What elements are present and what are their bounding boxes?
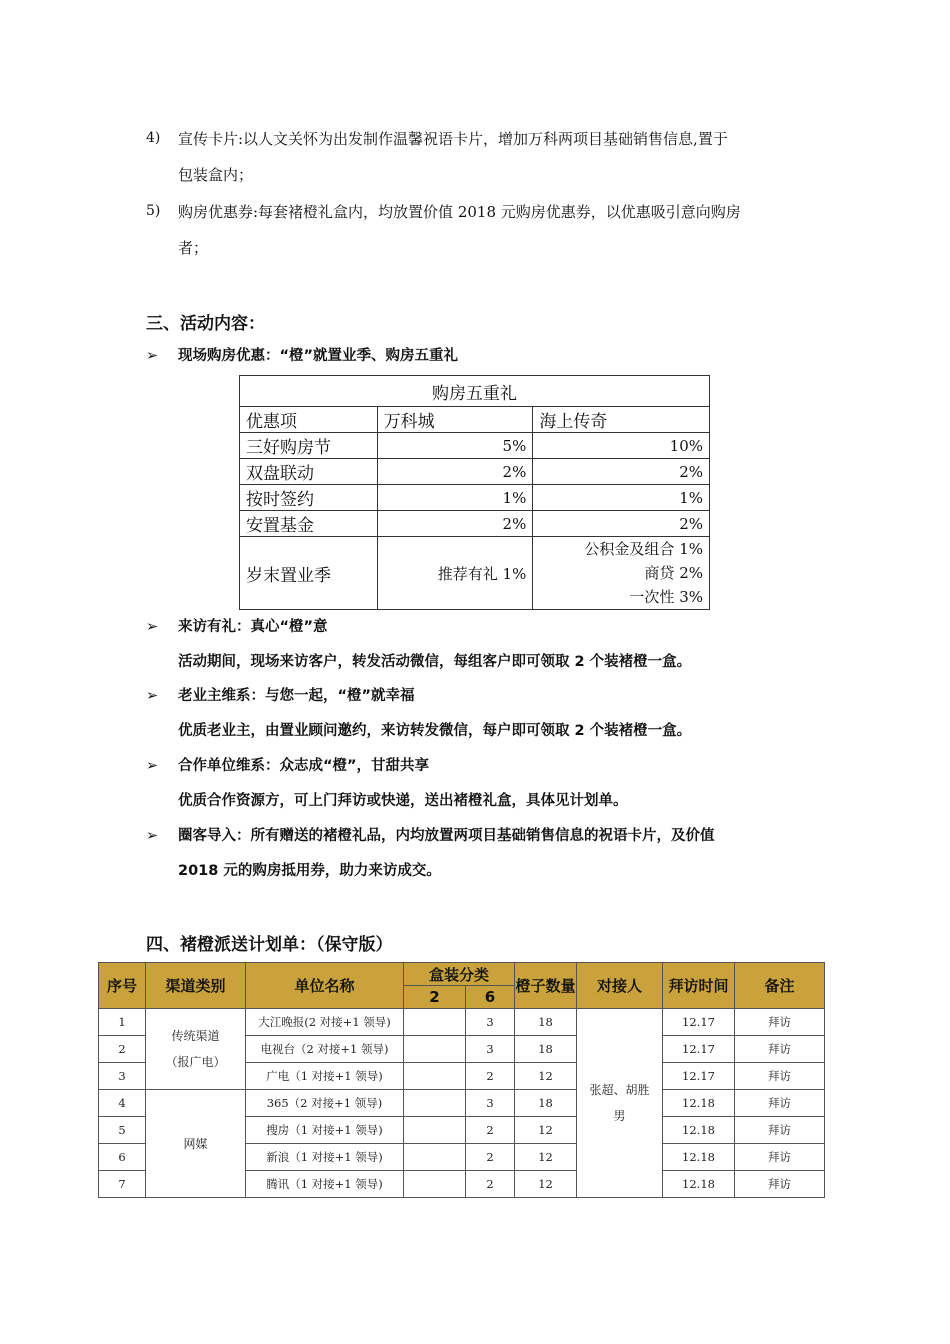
cell-unit: 大江晚报(2 对接+1 领导) (246, 1009, 404, 1036)
cell-line: 公积金及组合 1% (584, 540, 703, 558)
cell-seq: 2 (99, 1036, 146, 1063)
column-header: 海上传奇 (533, 407, 710, 433)
cell-qty: 12 (515, 1144, 577, 1171)
cell-box2 (404, 1063, 466, 1090)
item-text-line: 者； (178, 239, 209, 257)
cell-unit: 腾讯（1 对接+1 领导) (246, 1171, 404, 1198)
contact-cell (577, 1009, 663, 1198)
item-text-line: 包装盒内； (178, 166, 254, 184)
cell-seq: 4 (99, 1090, 146, 1117)
cell-date: 12.18 (663, 1090, 735, 1117)
arrow-bullet-icon: ➢ (146, 828, 159, 844)
cell-box2 (404, 1036, 466, 1063)
bullet-body: 优质合作资源方，可上门拜访或快递，送出褚橙礼盒，具体见计划单。 (178, 793, 628, 809)
cell-value: 2% (533, 511, 710, 537)
cell-box2 (404, 1117, 466, 1144)
bullet-text: 老业主维系：与您一起，“橙”就幸福 (178, 688, 415, 704)
row-label: 岁末置业季 (240, 537, 378, 610)
bullet-body: 活动期间，现场来访客户，转发活动微信，每组客户即可领取 2 个装褚橙一盒。 (178, 654, 692, 670)
header-box-2: 2 (404, 986, 466, 1009)
contact-name-cont: 男 (613, 1109, 626, 1123)
section-heading-4: 四、褚橙派送计划单：（保守版） (146, 935, 393, 955)
item-number: 5) (146, 203, 161, 219)
bullet-body: 2018 元的购房抵用券，助力来访成交。 (178, 863, 441, 879)
cell-unit: 新浪（1 对接+1 领导) (246, 1144, 404, 1171)
bullet-body: 优质老业主，由置业顾问邀约，来访转发微信，每户即可领取 2 个装褚橙一盒。 (178, 723, 692, 739)
arrow-bullet-icon: ➢ (146, 758, 159, 774)
cell-value: 1% (377, 485, 533, 511)
bullet-item (146, 824, 715, 845)
cell-box6: 2 (466, 1063, 515, 1090)
cell-note: 拜访 (735, 1063, 825, 1090)
row-label: 按时签约 (240, 485, 378, 511)
cell-value: 1% (533, 485, 710, 511)
cell-date: 12.18 (663, 1171, 735, 1198)
header-box: 盒装分类 (404, 963, 515, 986)
section-heading-3: 三、活动内容： (146, 314, 265, 334)
table-row (240, 459, 710, 485)
cell-box2 (404, 1090, 466, 1117)
bullet-item (146, 684, 415, 705)
channel-group-web (146, 1090, 246, 1198)
table-row (99, 1009, 825, 1036)
cell-qty: 18 (515, 1036, 577, 1063)
cell-unit: 广电（1 对接+1 领导) (246, 1063, 404, 1090)
cell-box6: 3 (466, 1036, 515, 1063)
header-contact: 对接人 (577, 963, 663, 1009)
cell-seq: 7 (99, 1171, 146, 1198)
cell-note: 拜访 (735, 1009, 825, 1036)
cell-seq: 3 (99, 1063, 146, 1090)
cell-value: 10% (533, 433, 710, 459)
cell-note: 拜访 (735, 1036, 825, 1063)
table-row (240, 537, 710, 610)
header-note: 备注 (735, 963, 825, 1009)
arrow-bullet-icon: ➢ (146, 619, 159, 635)
row-label: 双盘联动 (240, 459, 378, 485)
contact-name: 张超、胡胜 (589, 1083, 650, 1097)
cell-qty: 12 (515, 1063, 577, 1090)
cell-note: 拜访 (735, 1090, 825, 1117)
table-row (240, 511, 710, 537)
header-seq: 序号 (99, 963, 146, 1009)
cell-qty: 18 (515, 1090, 577, 1117)
row-label: 三好购房节 (240, 433, 378, 459)
channel-group-traditional (146, 1009, 246, 1090)
bullet-text: 现场购房优惠：“橙”就置业季、购房五重礼 (178, 348, 459, 364)
cell-box6: 2 (466, 1117, 515, 1144)
arrow-bullet-icon: ➢ (146, 348, 159, 364)
cell-box2 (404, 1171, 466, 1198)
item-number: 4) (146, 130, 161, 146)
cell-unit: 搜房（1 对接+1 领导) (246, 1117, 404, 1144)
arrow-bullet-icon: ➢ (146, 688, 159, 704)
cell-unit: 365（2 对接+1 领导) (246, 1090, 404, 1117)
header-unit: 单位名称 (246, 963, 404, 1009)
cell-date: 12.17 (663, 1036, 735, 1063)
bullet-text: 合作单位维系：众志成“橙”，甘甜共享 (178, 758, 430, 774)
column-header: 万科城 (377, 407, 533, 433)
group-name: 传统渠道 (171, 1029, 220, 1043)
cell-date: 12.17 (663, 1009, 735, 1036)
cell-note: 拜访 (735, 1144, 825, 1171)
cell-box6: 3 (466, 1090, 515, 1117)
cell-date: 12.17 (663, 1063, 735, 1090)
cell-value: 5% (377, 433, 533, 459)
cell-value: 推荐有礼 1% (377, 537, 533, 610)
bullet-item (146, 754, 429, 775)
bullet-text: 来访有礼：真心“橙”意 (178, 619, 328, 635)
discount-table (239, 375, 710, 610)
item-text-line: 购房优惠券:每套褚橙礼盒内，均放置价值 2018 元购房优惠券，以优惠吸引意向购房 (178, 203, 741, 221)
cell-qty: 12 (515, 1171, 577, 1198)
header-visit: 拜访时间 (663, 963, 735, 1009)
cell-seq: 6 (99, 1144, 146, 1171)
cell-seq: 5 (99, 1117, 146, 1144)
group-name-sub: （报广电） (165, 1055, 226, 1069)
column-header: 优惠项 (240, 407, 378, 433)
cell-value: 2% (377, 459, 533, 485)
cell-qty: 18 (515, 1009, 577, 1036)
header-qty: 橙子数量 (515, 963, 577, 1009)
cell-box2 (404, 1009, 466, 1036)
cell-note: 拜访 (735, 1171, 825, 1198)
bullet-item (146, 615, 328, 636)
item-text-line: 宣传卡片:以人文关怀为出发制作温馨祝语卡片，增加万科两项目基础销售信息,置于 (178, 130, 728, 148)
cell-value-multi (533, 537, 710, 610)
cell-note: 拜访 (735, 1117, 825, 1144)
cell-value: 2% (377, 511, 533, 537)
cell-box2 (404, 1144, 466, 1171)
bullet-item (146, 344, 458, 365)
header-channel: 渠道类别 (146, 963, 246, 1009)
table-row (240, 485, 710, 511)
table-title: 购房五重礼 (240, 376, 710, 407)
cell-date: 12.18 (663, 1144, 735, 1171)
table-row (240, 433, 710, 459)
group-name: 网媒 (183, 1136, 208, 1151)
cell-value: 2% (533, 459, 710, 485)
table-row (99, 1090, 825, 1117)
cell-box6: 2 (466, 1171, 515, 1198)
cell-date: 12.18 (663, 1117, 735, 1144)
cell-box6: 3 (466, 1009, 515, 1036)
cell-line: 商贷 2% (644, 564, 703, 582)
cell-qty: 12 (515, 1117, 577, 1144)
cell-unit: 电视台（2 对接+1 领导) (246, 1036, 404, 1063)
cell-line: 一次性 3% (629, 588, 703, 606)
cell-box6: 2 (466, 1144, 515, 1171)
header-box-6: 6 (466, 986, 515, 1009)
delivery-plan-table (98, 962, 825, 1198)
bullet-text: 圈客导入：所有赠送的褚橙礼品，内均放置两项目基础销售信息的祝语卡片，及价值 (178, 828, 715, 844)
cell-seq: 1 (99, 1009, 146, 1036)
row-label: 安置基金 (240, 511, 378, 537)
